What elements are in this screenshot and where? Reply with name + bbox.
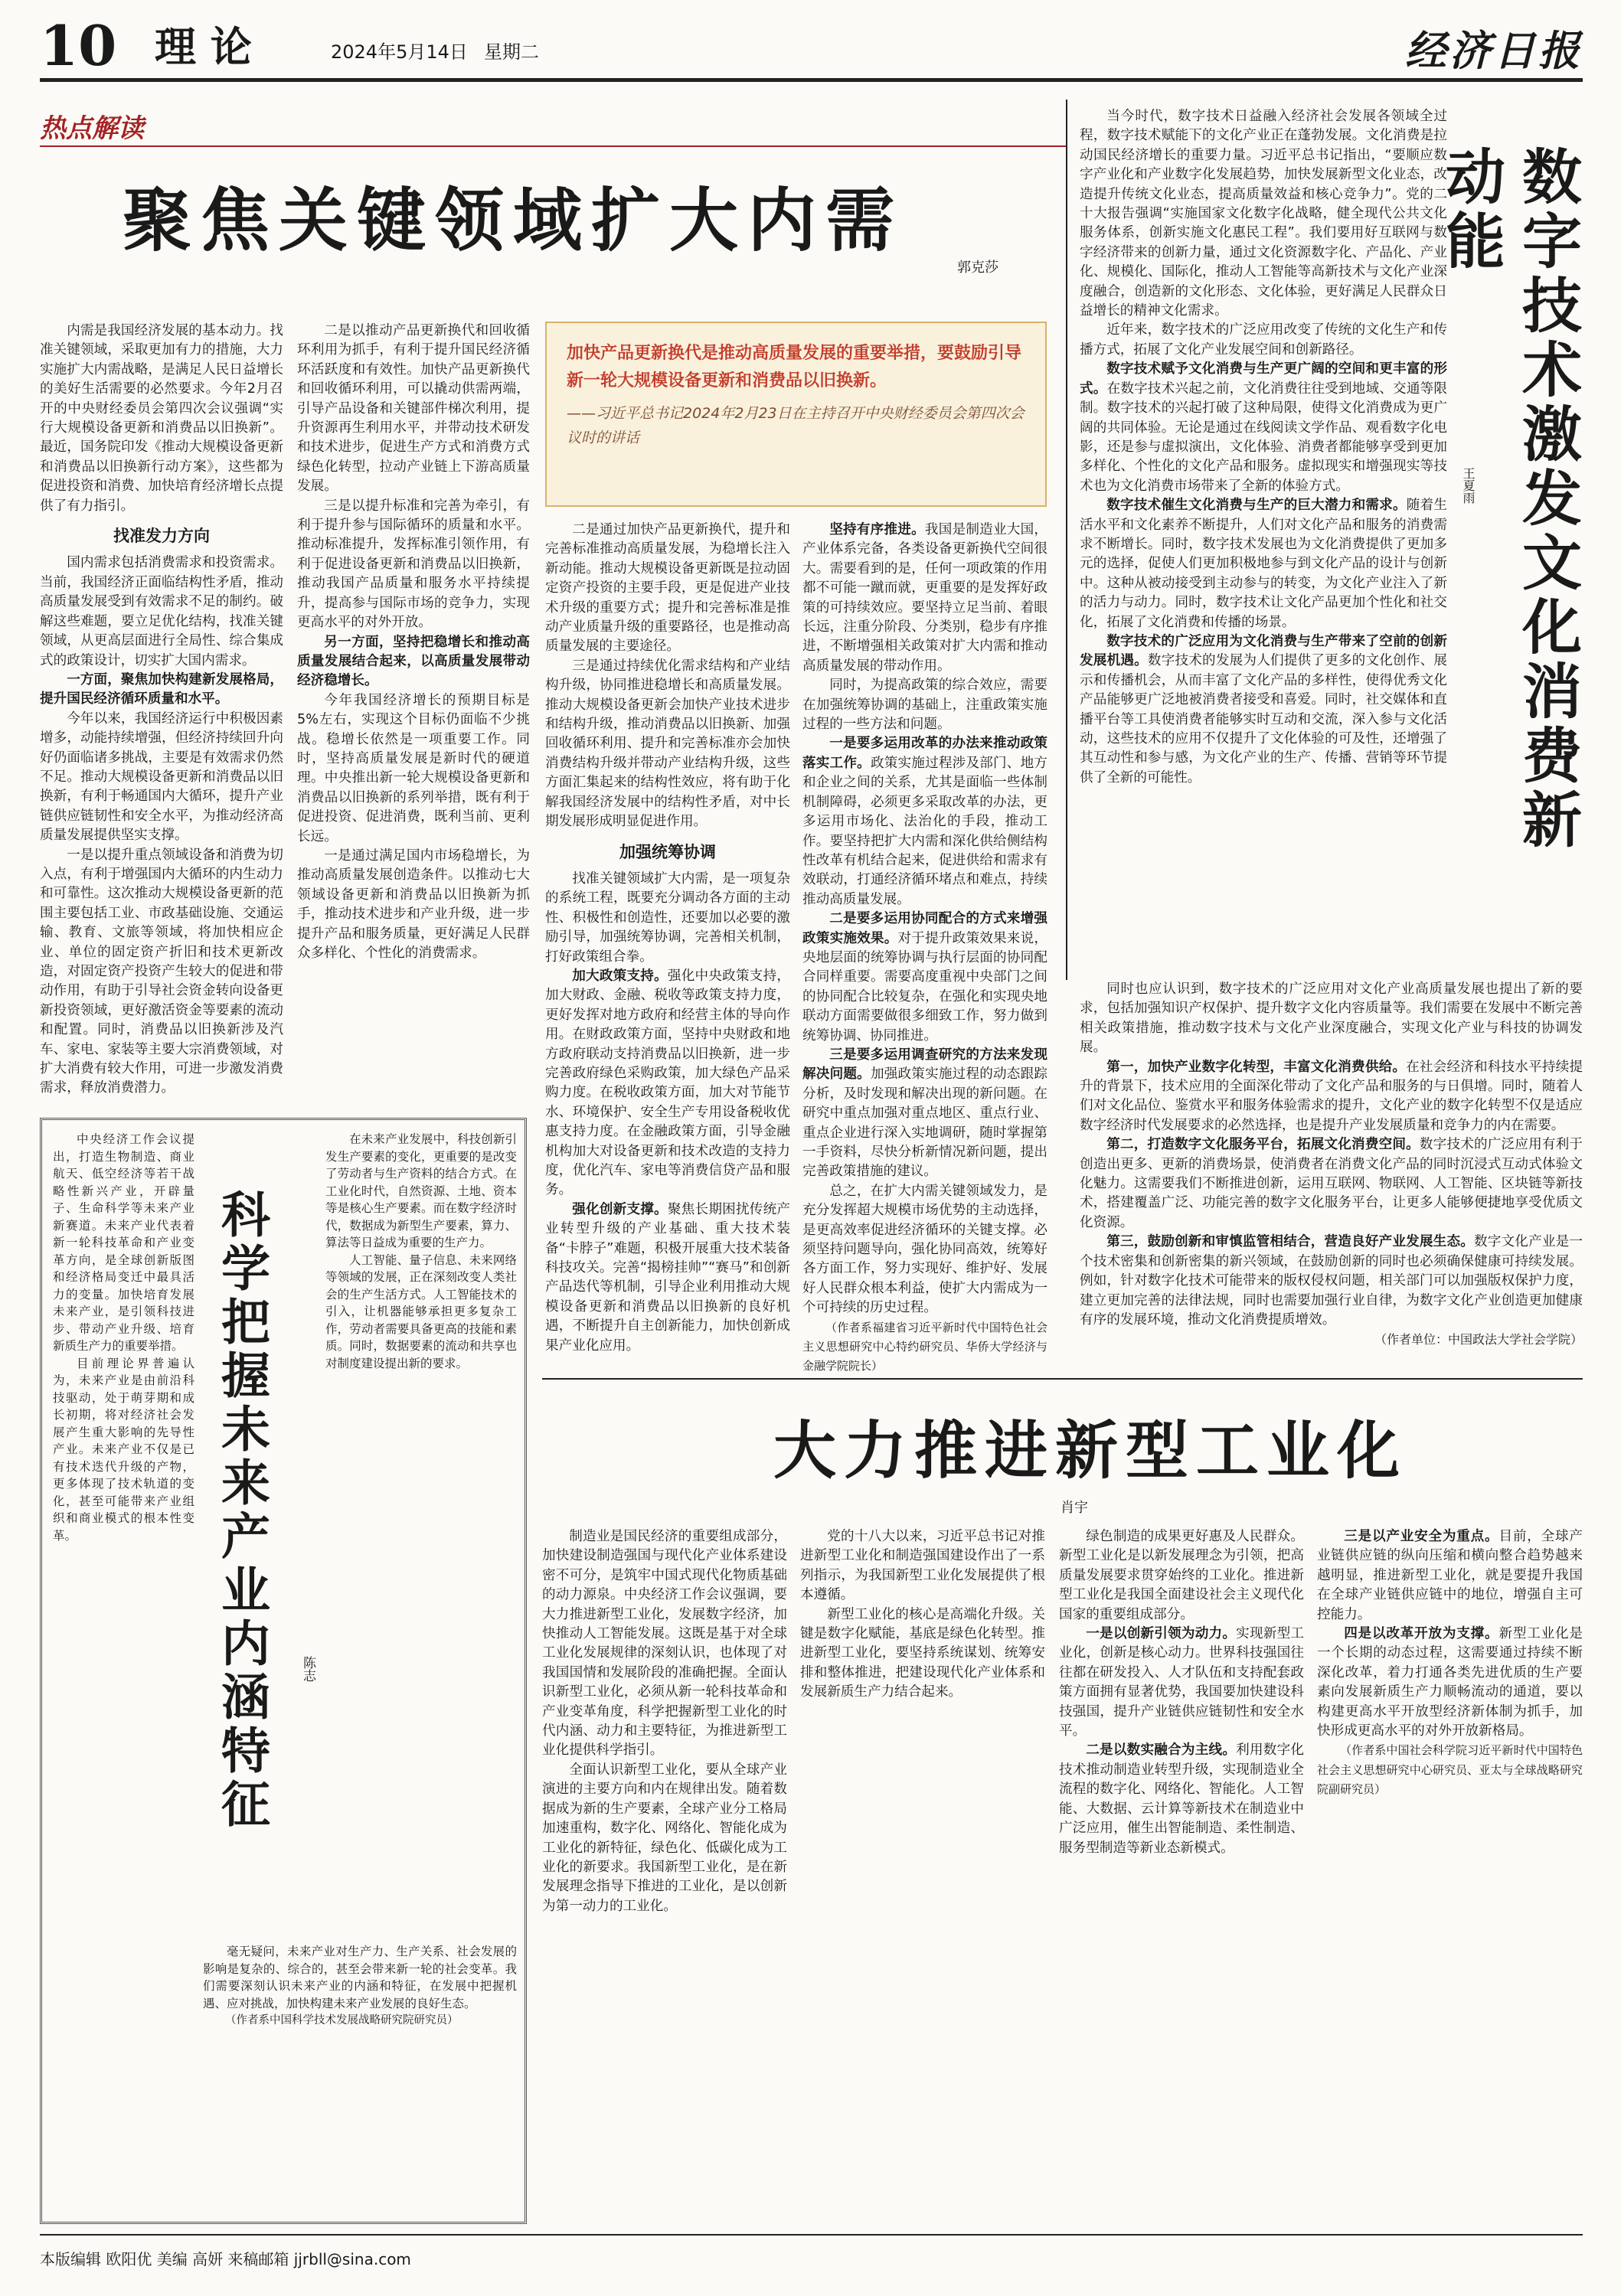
paragraph: 今年我国经济增长的预期目标是5%左右，实现这个目标仍面临不少挑战。稳增长依然是一项重要工作。同时，坚持高质量发展是新时代的硬道理。中央推出新一轮大规模设备更新和消费品以旧换新的系列举措，既有利于促进投资、促进消费，既利当前、更利长远。 bbox=[297, 692, 530, 844]
article3-column-3 bbox=[203, 1943, 517, 2215]
paragraph: 国内需求包括消费需求和投资需求。当前，我国经济正面临结构性矛盾，推动高质量发展受到有效需求不足的制约。破解这些难题，要立足优化结构，找准关键领域，从更高层面进行全局性、综合集成式的政策设计，切实扩大国内需求。 bbox=[40, 555, 283, 668]
article1-column-2 bbox=[297, 322, 530, 1110]
issue-weekday: 星期二 bbox=[484, 41, 539, 63]
paragraph: 一是以提升重点领域设备和消费为切入点，有利于增强国内大循环的内生动力和可靠性。这次推动大规模设备更新的范围主要包括工业、市政基础设施、交通运输、教育、文旅等领域，将加快相应企业、单位的固定资产折旧和技术更新改造，对固定资产投资产生较大的促进和带动作用，有助于引导社会资金转向设备更新投资领域，更好激活资金等要素的流动和配置。同时，消费品以旧换新涉及汽车、家电、家装等主要大宗消费领域，对扩大消费有较大作用，可进一步激发消费需求，释放消费潜力。 bbox=[40, 847, 283, 1096]
paragraph: 第一，加快产业数字化转型，丰富文化消费供给。在社会经济和科技水平持续提升的背景下，技术应用的全面深化带动了文化产品和服务的与日俱增。同时，随着人们对文化品位、鉴赏水平和服务体验需求的提升，文化产业的数字化转型不仅是适应数字经济时代发展要求的必然选择，也是提升产业发展质量和竞争力的内在需要。 bbox=[1080, 1059, 1583, 1133]
paragraph: 四是以改革开放为支撑。新型工业化是一个长期的动态过程，这需要通过持续不断深化改革，着力打通各类先进优质的生产要素向发展新质生产力顺畅流动的通道，要以构建更高水平开放型经济新体制为抓手，加快形成更高水平的对外开放新格局。 bbox=[1317, 1626, 1583, 1739]
paragraph: 总之，在扩大内需关键领域发力，是充分发挥超大规模市场优势的主动选择，是更高效率促进经济循环的关键支撑。必须坚持问题导向，强化协同高效，统筹好各方面工作，努力实现好、维护好、发展好人民群众根本利益，使扩大内需成为一个可持续的历史过程。 bbox=[802, 1183, 1047, 1316]
subheading-find-direction: 找准发力方向 bbox=[113, 527, 210, 546]
article2-author: 王夏雨 bbox=[1461, 467, 1476, 504]
article3-column-2 bbox=[325, 1131, 517, 1935]
section-name: 理 论 bbox=[155, 22, 252, 71]
paragraph: 目前理论界普遍认为，未来产业是由前沿科技驱动，处于萌芽期和成长初期，将对经济社会发展产生重大影响的先导性产业。未来产业不仅是已有技术迭代升级的产物，更多体现了技术轨道的变化，甚至可能带来产业组织和商业模式的根本性变革。 bbox=[53, 1356, 194, 1543]
article1-column-1 bbox=[40, 322, 283, 1110]
paragraph: 数字技术的广泛应用为文化消费与生产带来了空前的创新发展机遇。数字技术的发展为人们提供了更多的文化创作、展示和传播机会，从而丰富了文化产品的多样性，使得优秀文化产品能够更广泛地被消费者接受和喜爱。同时，社交媒体和直播平台等工具使消费者能够实时互动和交流，深入参与文化活动，这些技术的应用不仅提升了文化体验的可及性，还增强了其互动性和参与感，为文化产业的生产、传播、营销等环节提供了全新的可能性。 bbox=[1080, 633, 1447, 785]
author-note: （作者系福建省习近平新时代中国特色社会主义思想研究中心特约研究员、华侨大学经济与金融学院院长） bbox=[802, 1320, 1047, 1373]
page-number: 10 bbox=[40, 13, 117, 78]
author-note: （作者系中国社会科学院习近平新时代中国特色社会主义思想研究中心研究员、亚太与全球战略研究院副研究员） bbox=[1317, 1743, 1583, 1797]
paragraph: 强化创新支撑。聚焦长期困扰传统产业转型升级的产业基础、重大技术装备“卡脖子”难题，积极开展重大技术装备科技攻关。完善“揭榜挂帅”“赛马”和创新产品迭代等机制，引导企业利用推动大规模设备更新和消费品以旧换新的良好机遇，不断提升自主创新能力，加快创新成果产业化应用。 bbox=[545, 1201, 790, 1354]
article2-column-bottom bbox=[1080, 980, 1583, 1370]
paragraph: 三是要多运用调查研究的方法来发现解决问题。加强政策实施过程的动态跟踪分析，及时发现和解决出现的新问题。在研究中重点加强对重点地区、重点行业、重点企业进行深入实地调研，随时掌握第一手资料，尽快分析新情况新问题，提出完善政策措施的建议。 bbox=[802, 1047, 1047, 1180]
paragraph: 三是以提升标准和完善为牵引，有利于提升参与国际循环的质量和水平。推动标准提升，发挥标准引领作用，有利于促进设备更新和消费品以旧换新，推动我国产品质量和服务水平持续提升，提高参与国际市场的竞争力，实现更高水平的对外开放。 bbox=[297, 498, 530, 631]
author-note: （作者系中国科学技术发展战略研究院研究员） bbox=[225, 2014, 459, 2027]
paragraph: 新型工业化的核心是高端化升级。关键是数字化赋能，基底是绿色化转型。推进新型工业化，要坚持系统谋划、统筹安排和整体推进，把建设现代化产业体系和发展新质生产力结合起来。 bbox=[800, 1606, 1045, 1700]
paragraph: 一是以创新引领为动力。实现新型工业化，创新是核心动力。世界科技强国往往都在研发投入、人才队伍和支持配套政策方面拥有显著优势，我国要加快建设科技强国，提升产业链供应链韧性和安全水平。 bbox=[1059, 1626, 1304, 1739]
article1-column-4 bbox=[802, 521, 1047, 1373]
paragraph: 一是要多运用改革的办法来推动政策落实工作。政策实施过程涉及部门、地方和企业之间的关系，尤其是面临一些体制机制障碍，必须更多采取改革的办法，更多运用市场化、法治化的手段，推动工作。要坚持把扩大内需和深化供给侧结构性改革有机结合起来，促进供给和需求有效联动，打通经济循环堵点和难点，持续推动高质量发展。 bbox=[802, 736, 1047, 907]
article4-column-4 bbox=[1317, 1527, 1583, 2220]
footer-rule bbox=[40, 2234, 1583, 2236]
paragraph: 同时，为提高政策的综合效应，需要在加强统筹协调的基础上，注重政策实施过程的一些方法和问题。 bbox=[802, 678, 1047, 733]
page-header bbox=[40, 15, 1583, 77]
paragraph: 三是通过持续优化需求结构和产业结构升级，协同推进稳增长和高质量发展。推动大规模设备更新会加快产业技术进步和结构升级，推动消费品以旧换新、加强回收循环利用、提升和完善标准亦会加快消费结构升级并带动产业结构升级，这些方面汇集起来的结构性效应，将有助于化解我国经济发展中的结构性矛盾，对中长期发展形成明显促进作用。 bbox=[545, 658, 790, 830]
article1-title: 聚焦关键领域扩大内需 bbox=[123, 180, 904, 261]
paragraph: 党的十八大以来，习近平总书记对推进新型工业化和制造强国建设作出了一系列指示，为我国新型工业化发展提供了根本遵循。 bbox=[800, 1529, 1045, 1603]
section-rule bbox=[542, 1378, 1583, 1380]
subheading-coordination: 加强统筹协调 bbox=[619, 842, 716, 861]
paragraph: 绿色制造的成果更好惠及人民群众。新型工业化是以新发展理念为引领，把高质量发展要求贯穿始终的工业化。推进新型工业化是我国全面建设社会主义现代化国家的重要组成部分。 bbox=[1059, 1529, 1304, 1622]
article3-author: 陈志 bbox=[300, 1656, 315, 1682]
article3-box bbox=[40, 1118, 527, 2224]
masthead-logo: 经济日报 bbox=[1405, 26, 1583, 75]
quote-source: ——习近平总书记2024年2月23日在主持召开中央财经委员会第四次会议时的讲话 bbox=[567, 405, 1025, 446]
paragraph: 三是以产业安全为重点。目前，全球产业链供应链的纵向压缩和横向整合趋势越来越明显，推进新型工业化，就是要提升我国在全球产业链供应链中的地位，增强自主可控能力。 bbox=[1317, 1529, 1583, 1622]
paragraph: 当今时代，数字技术日益融入经济社会发展各领域全过程，数字技术赋能下的文化产业正在蓬勃发展。文化消费是拉动国民经济增长的重要力量。习近平总书记指出，“要顺应数字产业化和产业数字化发展趋势，加快发展新型文化业态，改造提升传统文化业态，提高质量效益和核心竞争力”。党的二十大报告强调“实施国家文化数字化战略，健全现代公共文化服务体系，创新实施文化惠民工程”。我们要用好互联网与数字经济带来的创新力量，通过文化资源数字化、产品化、产业化、规模化、国际化，推动人工智能等高新技术与文化产业深度融合，创造新的文化形态、文化体验，更好满足人民群众日益增长的精神文化需求。 bbox=[1080, 109, 1447, 319]
paragraph: 第三，鼓励创新和审慎监管相结合，营造良好产业发展生态。数字文化产业是一个技术密集和创新密集的新兴领域，在鼓励创新的同时也必须确保健康可持续发展。例如，针对数字化技术可能带来的版权侵权问题，相关部门可以加强版权保护力度，建立更加完善的法律法规，同时也需要加强行业自律，为数字文化产业创造更加健康有序的发展环境，推动文化消费提质增效。 bbox=[1080, 1234, 1583, 1328]
paragraph: 第二，打造数字文化服务平台，拓展文化消费空间。数字技术的广泛应用有利于创造出更多、更新的消费场景，使消费者在消费文化产品的同时沉浸式互动式体验文化魅力。这需要我们不断推进创新，运用互联网、物联网、人工智能、区块链等新技术，搭建覆盖广泛、功能完善的数字文化服务平台，让更多人能够便捷地享受优质文化资源。 bbox=[1080, 1137, 1583, 1230]
paragraph: 数字技术催生文化消费与生产的巨大潜力和需求。随着生活水平和文化素养不断提升，人们对文化产品和服务的消费需求不断增长。同时，数字技术发展也为文化消费提供了更加多元的选择，促使人们更加积极地参与到文化产品的设计与创新中。这种从被动接受到主动参与的转变，为文化产业注入了新的活力与动力。同时，数字技术让文化产品更加个性化和社交化，拓展了文化消费和传播的场景。 bbox=[1080, 498, 1447, 630]
paragraph: 今年以来，我国经济运行中积极因素增多，动能持续增强，但经济持续回升向好仍面临诸多挑战，主要是有效需求仍然不足。推动大规模设备更新和消费品以旧换新，有利于畅通国内大循环，提升产业链供应链韧性和安全水平，为推动经济高质量发展提供坚实支撑。 bbox=[40, 710, 283, 844]
paragraph: 中央经济工作会议提出，打造生物制造、商业航天、低空经济等若干战略性新兴产业，开辟量子、生命科学等未来产业新赛道。未来产业代表着新一轮科技革命和产业变革方向，是全球创新版图和经济格局变迁中最具活力的变量。加快培育发展未来产业，是引领科技进步、带动产业升级、培育新质生产力的重要举措。 bbox=[53, 1132, 194, 1353]
paragraph: 在未来产业发展中，科技创新引发生产要素的变化，更重要的是改变了劳动者与生产资料的结合方式。在工业化时代，自然资源、土地、资本等是核心生产要素。而在数字经济时代，数据成为新型生产要素，算力、算法等日益成为重要的生产力。 bbox=[325, 1132, 517, 1249]
article3-title: 科学把握未来产业内涵特征 bbox=[213, 1189, 270, 1832]
issue-date: 2024年5月14日 bbox=[331, 41, 468, 63]
kicker-label: 热点解读 bbox=[40, 113, 144, 144]
paragraph: 二是以数实融合为主线。利用数字化技术推动制造业转型升级，实现制造业全流程的数字化、网络化、智能化。人工智能、大数据、云计算等新技术在制造业中广泛应用，催生出智能制造、柔性制造、服务型制造等新业态新模式。 bbox=[1059, 1742, 1304, 1856]
paragraph: 二是以推动产品更新换代和回收循环利用为抓手，有利于提升国民经济循环活跃度和有效性。加快产品更新换代和回收循环利用，可以撬动供需两端，引导产品设备和关键部件梯次利用，提升资源再生利用水平，并带动技术研发和技术进步，促进生产方式和消费方式绿色化转型，拉动产业链上下游高质量发展。 bbox=[297, 323, 530, 495]
paragraph: 找准关键领域扩大内需，是一项复杂的系统工程，既要充分调动各方面的主动性、积极性和创造性，还要加以必要的激励引导，加强统筹协调，完善相关机制，打好政策组合拳。 bbox=[545, 870, 790, 965]
article4-title: 大力推进新型工业化 bbox=[773, 1414, 1408, 1488]
paragraph: 毫无疑问，未来产业对生产力、生产关系、社会发展的影响是复杂的、综合的，甚至会带来新一轮的社会变革。我们需要深刻认识未来产业的内涵和特征，在发展中把握机遇、应对挑战，加快构建未来产业发展的良好生态。 bbox=[203, 1945, 517, 2010]
article2-column-top bbox=[1080, 107, 1447, 972]
paragraph: 二是要多运用协同配合的方式来增强政策实施效果。对于提升政策效果来说，央地层面的统筹协调与执行层面的协同配合同样重要。需要高度重视中央部门之间的协同配合比较复杂，在强化和实现央地联动方面需要做很多细致工作，努力做到统筹协调、协同推进。 bbox=[802, 911, 1047, 1043]
paragraph: 制造业是国民经济的重要组成部分，加快建设制造强国与现代化产业体系建设密不可分，是筑牢中国式现代化物质基础的动力源泉。中央经济工作会议强调，要大力推进新型工业化，发展数字经济，加快推动人工智能发展。这既是基于对全球工业化发展规律的深刻认识，也体现了对我国国情和发展阶段的准确把握。全面认识新型工业化，必须从新一轮科技革命和产业变革角度，科学把握新型工业化的时代内涵、动力和主要特征，为推进新型工业化提供科学指引。 bbox=[542, 1529, 787, 1759]
paragraph: 二是通过加快产品更新换代，提升和完善标准推动高质量发展，为稳增长注入新动能。推动大规模设备更新既是拉动固定资产投资的主要手段，更是促进产业技术升级的重要方式；提升和完善标准是推动产业质量升级的重要路径，也是推动高质量发展的主要途径。 bbox=[545, 522, 790, 655]
column-divider bbox=[1066, 100, 1067, 980]
quote-text: 加快产品更新换代是推动高质量发展的重要举措，要鼓励引导新一轮大规模设备更新和消费品以旧换新。 bbox=[567, 344, 1022, 390]
article4-column-2 bbox=[800, 1527, 1045, 2220]
article3-column-1 bbox=[53, 1131, 194, 2210]
paragraph: 坚持有序推进。我国是制造业大国，产业体系完备，各类设备更新换代空间很大。需要看到的是，任何一项政策的作用都不可能一蹴而就，更重要的是发挥好政策的可持续效应。要坚持立足当前、着眼长远，注重分阶段、分类别，稳步有序推进，不断增强相关政策对扩大内需和推动高质量发展的带动作用。 bbox=[802, 522, 1047, 674]
paragraph: 加大政策支持。强化中央政策支持，加大财政、金融、税收等政策支持力度，更好发挥对地方政府和经营主体的导向作用。在财政政策方面，坚持中央财政和地方政府联动支持消费品以旧换新，进一步完善政府绿色采购政策，加大绿色产品采购力度。在税收政策方面，加大对节能节水、环境保护、安全生产专用设备税收优惠支持力度。在金融政策方面，引导金融机构加大对设备更新和技术改造的支持力度，优化汽车、家电等消费信贷产品和服务。 bbox=[545, 968, 790, 1198]
article1-quote-box bbox=[545, 322, 1047, 507]
paragraph-bold-lead: 一方面，聚焦加快构建新发展格局，提升国民经济循环质量和水平。 bbox=[40, 671, 283, 707]
paragraph: 数字技术赋予文化消费与生产更广阔的空间和更丰富的形式。在数字技术兴起之前，文化消费往往受到地域、交通等限制。数字技术的兴起打破了这种局限，使得文化消费成为更广阔的共同体验。无论是通过在线阅读文学作品、观看数字化电影，还是参与虚拟演出，文化体验、消费者都能够享受到更加多样化、个性化的文化产品和服务。虚拟现实和增强现实等技术也为文化消费市场带来了全新的体验方式。 bbox=[1080, 361, 1447, 494]
header-rule bbox=[40, 78, 1583, 82]
paragraph: 人工智能、量子信息、未来网络等领域的发展，正在深刻改变人类社会的生产生活方式。人工智能技术的引入，让机器能够承担更多复杂工作，劳动者需要具备更高的技能和素质。同时，数据要素的流动和共享也对制度建设提出新的要求。 bbox=[325, 1253, 517, 1370]
paragraph: 同时也应认识到，数字技术的广泛应用对文化产业高质量发展也提出了新的要求，包括加强知识产权保护、提升数字文化内容质量等。我们需要在发展中不断完善相关政策措施，推动数字技术与文化产业深度融合，实现文化产业与科技的协调发展。 bbox=[1080, 981, 1583, 1056]
footer-editors: 本版编辑 欧阳优 美编 高妍 来稿邮箱 jjrbll@sina.com bbox=[40, 2250, 411, 2268]
paragraph: 近年来，数字技术的广泛应用改变了传统的文化生产和传播方式，拓展了文化产业发展空间和创新路径。 bbox=[1080, 322, 1447, 358]
article2-title: 数字技术激发文化消费新动能 bbox=[1436, 145, 1582, 853]
kicker-rule bbox=[40, 145, 1066, 147]
article1-author: 郭克莎 bbox=[957, 260, 998, 276]
article4-column-1 bbox=[542, 1527, 787, 2220]
article4-column-3 bbox=[1059, 1527, 1304, 2220]
article1-column-3 bbox=[545, 521, 790, 1354]
paragraph: 全面认识新型工业化，要从全球产业演进的主要方向和内在规律出发。随着数据成为新的生产要素，全球产业分工格局加速重构，数字化、网络化、智能化成为工业化的新特征，绿色化、低碳化成为工业化的新要求。我国新型工业化，是在新发展理念指导下推进的工业化，是以创新为第一动力的工业化。 bbox=[542, 1762, 787, 1914]
lead-paragraph: 内需是我国经济发展的基本动力。找准关键领域，采取更加有力的措施，大力实施扩大内需战略，是满足人民日益增长的美好生活需要的必然要求。今年2月召开的中央财经委员会第四次会议强调“实行大规模设备更新和消费品以旧换新”。最近，国务院印发《推动大规模设备更新和消费品以旧换新行动方案》，这些都为促进投资和消费、加快培育经济增长点提供了有力指引。 bbox=[40, 323, 283, 514]
paragraph: 一是通过满足国内市场稳增长，为推动高质量发展创造条件。以推动七大领域设备更新和消费品以旧换新为抓手，推动技术进步和产业升级，进一步提升产品和服务质量，更好满足人民群众多样化、个性化的消费需求。 bbox=[297, 848, 530, 961]
author-note: （作者单位：中国政法大学社会学院） bbox=[1374, 1332, 1583, 1347]
article4-author: 肖宇 bbox=[1061, 1500, 1088, 1516]
paragraph-bold-lead: 另一方面，坚持把稳增长和推动高质量发展结合起来，以高质量发展带动经济稳增长。 bbox=[297, 634, 530, 689]
